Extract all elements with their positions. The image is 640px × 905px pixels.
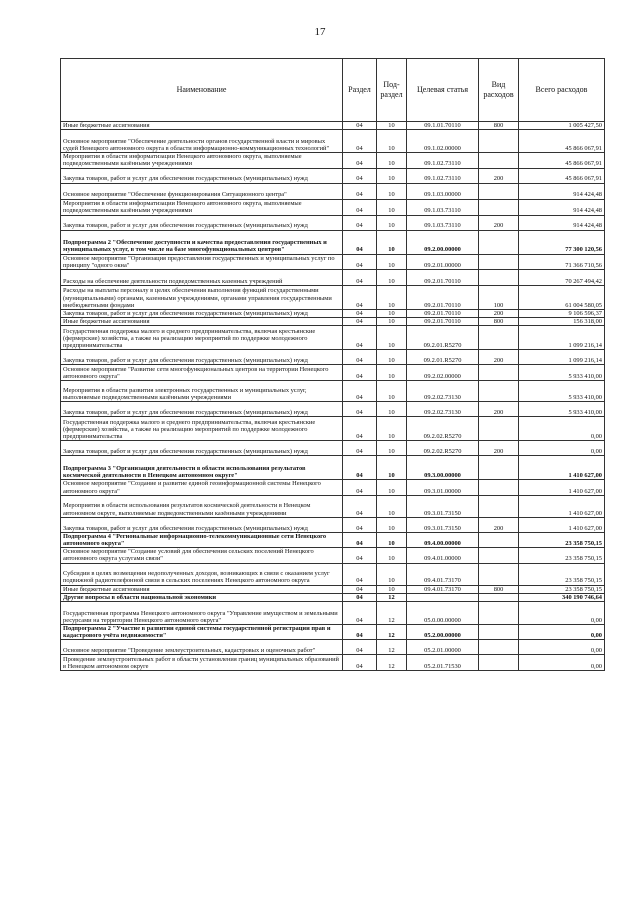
table-row (61, 480, 605, 495)
cell-amount: 1 410 627,00 (519, 517, 605, 532)
cell-target: 09.2.01.70110 (407, 318, 479, 326)
cell-section: 04 (343, 168, 377, 183)
cell-section: 04 (343, 441, 377, 456)
cell-name: Подпрограмма 3 "Организация деятельности в области использования результатов космической деятельности в Ненецком автономном округе" (61, 456, 343, 480)
cell-name: Государственная программа Ненецкого автономного округа "Управление имуществом и земельными ресурсами на территории Ненецкого автономного округа" (61, 602, 343, 625)
cell-amount: 1 099 216,14 (519, 326, 605, 350)
cell-expense-type: 200 (479, 215, 519, 230)
table-row (61, 199, 605, 215)
cell-target: 09.4.00.00000 (407, 532, 479, 547)
cell-subsection: 12 (377, 602, 407, 625)
cell-expense-type: 200 (479, 168, 519, 183)
cell-name: Мероприятия в области информатизации Ненецкого автономного округа, выполняемые подведомственными казёнными учреждениями (61, 199, 343, 215)
cell-expense-type (479, 230, 519, 254)
header-expense-type: Вид расходов (479, 59, 519, 122)
cell-target: 09.4.01.00000 (407, 548, 479, 563)
table-row (61, 310, 605, 318)
cell-subsection: 10 (377, 495, 407, 517)
cell-amount: 1 005 427,50 (519, 122, 605, 130)
cell-subsection: 10 (377, 286, 407, 310)
cell-section: 04 (343, 625, 377, 640)
page-number: 17 (314, 26, 326, 38)
cell-target: 09.3.00.00000 (407, 456, 479, 480)
cell-section: 04 (343, 254, 377, 269)
cell-name: Проведение землеустроительных работ в области установления границ муниципальных образований в Ненецком автономном округе (61, 655, 343, 671)
table-row (61, 270, 605, 286)
cell-expense-type (479, 326, 519, 350)
cell-name: Расходы на обеспечение деятельности подведомственных казенных учреждений (61, 270, 343, 286)
header-name: Наименование (61, 59, 343, 122)
cell-section: 04 (343, 417, 377, 441)
cell-name: Закупка товаров, работ и услуг для обеспечения государственных (муниципальных) нужд (61, 215, 343, 230)
cell-amount: 1 410 627,00 (519, 495, 605, 517)
cell-section: 04 (343, 153, 377, 168)
cell-expense-type (479, 602, 519, 625)
cell-subsection: 10 (377, 199, 407, 215)
cell-subsection: 10 (377, 532, 407, 547)
cell-name: Мероприятия в области информатизации Ненецкого автономного округа, выполняемые подведомственными казёнными учреждениями (61, 153, 343, 168)
table-row (61, 655, 605, 671)
cell-subsection: 10 (377, 183, 407, 199)
table-row (61, 130, 605, 153)
cell-expense-type (479, 270, 519, 286)
cell-amount: 61 004 580,05 (519, 286, 605, 310)
table-row (61, 326, 605, 350)
cell-target: 09.1.03.73110 (407, 215, 479, 230)
cell-section: 04 (343, 310, 377, 318)
table-row (61, 402, 605, 417)
cell-expense-type (479, 548, 519, 563)
cell-target: 09.2.02.73130 (407, 381, 479, 402)
cell-section: 04 (343, 456, 377, 480)
cell-expense-type (479, 593, 519, 601)
table-row (61, 365, 605, 381)
cell-section: 04 (343, 532, 377, 547)
cell-name: Основное мероприятие "Создание условий для обеспечения сельских поселений Ненецкого автономного округа услугами связи" (61, 548, 343, 563)
cell-amount: 5 933 410,00 (519, 365, 605, 381)
cell-amount: 45 866 067,91 (519, 168, 605, 183)
cell-section: 04 (343, 350, 377, 365)
cell-target: 09.1.01.70110 (407, 122, 479, 130)
table-row (61, 640, 605, 655)
cell-subsection: 10 (377, 254, 407, 269)
table-row (61, 456, 605, 480)
cell-name: Подпрограмма 2 "Обеспечение доступности и качества предоставления государственных и муниципальных услуг, в том числе на базе многофункциональных центров" (61, 230, 343, 254)
cell-target: 09.2.02.00000 (407, 365, 479, 381)
cell-amount: 71 366 710,56 (519, 254, 605, 269)
table-row (61, 517, 605, 532)
cell-section: 04 (343, 517, 377, 532)
cell-subsection: 10 (377, 548, 407, 563)
cell-expense-type: 100 (479, 286, 519, 310)
table-row (61, 168, 605, 183)
table-row (61, 548, 605, 563)
cell-expense-type (479, 130, 519, 153)
cell-target: 09.2.01.00000 (407, 254, 479, 269)
cell-target: 09.2.02.73130 (407, 402, 479, 417)
cell-section: 04 (343, 365, 377, 381)
cell-name: Другие вопросы в области национальной экономики (61, 593, 343, 601)
table-row (61, 153, 605, 168)
cell-expense-type (479, 480, 519, 495)
header-total: Всего расходов (519, 59, 605, 122)
cell-section: 04 (343, 585, 377, 593)
cell-name: Мероприятия в области развития электронных государственных и муниципальных услуг, выполняемые подведомственными казёнными учреждениями (61, 381, 343, 402)
cell-target: 09.2.02.R5270 (407, 417, 479, 441)
cell-subsection: 10 (377, 563, 407, 585)
cell-target: 09.1.02.73110 (407, 153, 479, 168)
cell-expense-type: 800 (479, 585, 519, 593)
cell-subsection: 12 (377, 640, 407, 655)
cell-expense-type (479, 199, 519, 215)
cell-subsection: 10 (377, 365, 407, 381)
table-row (61, 350, 605, 365)
cell-name: Закупка товаров, работ и услуг для обеспечения государственных (муниципальных) нужд (61, 402, 343, 417)
cell-expense-type (479, 254, 519, 269)
cell-subsection: 10 (377, 122, 407, 130)
cell-name: Основное мероприятие "Развитие сети многофункциональных центров на территории Ненецкого автономного округа" (61, 365, 343, 381)
cell-subsection: 10 (377, 230, 407, 254)
cell-subsection: 12 (377, 625, 407, 640)
cell-expense-type (479, 640, 519, 655)
cell-section: 04 (343, 199, 377, 215)
cell-subsection: 10 (377, 456, 407, 480)
table-row (61, 417, 605, 441)
cell-amount: 0,00 (519, 417, 605, 441)
cell-name: Иные бюджетные ассигнования (61, 122, 343, 130)
cell-name: Основное мероприятие "Организация предоставления государственных и муниципальных услуг по принципу "одного окна" (61, 254, 343, 269)
cell-name: Государственная поддержка малого и среднего предпринимательства, включая крестьянские (фермерские) хозяйства, а также на реализацию мероприятий по поддержке молодежного предпринимательства (61, 326, 343, 350)
cell-amount: 70 267 494,42 (519, 270, 605, 286)
cell-target: 09.4.01.73170 (407, 563, 479, 585)
cell-name: Основное мероприятие "Создание и развитие единой геоинформационной системы Ненецкого автономного округа" (61, 480, 343, 495)
table-row (61, 215, 605, 230)
cell-name: Закупка товаров, работ и услуг для обеспечения государственных (муниципальных) нужд (61, 441, 343, 456)
cell-subsection: 10 (377, 417, 407, 441)
cell-subsection: 10 (377, 402, 407, 417)
cell-target: 09.2.01.R5270 (407, 350, 479, 365)
cell-amount: 23 358 750,15 (519, 532, 605, 547)
cell-expense-type: 200 (479, 517, 519, 532)
cell-name: Подпрограмма 4 "Региональные информационно-телекоммуникационные сети Ненецкого автономного округа" (61, 532, 343, 547)
cell-name: Основное мероприятие "Проведение землеустроительных, кадастровых и оценочных работ" (61, 640, 343, 655)
cell-section: 04 (343, 286, 377, 310)
cell-subsection: 10 (377, 585, 407, 593)
cell-expense-type (479, 456, 519, 480)
cell-section: 04 (343, 130, 377, 153)
table-row (61, 495, 605, 517)
cell-subsection: 10 (377, 168, 407, 183)
cell-subsection: 10 (377, 318, 407, 326)
cell-amount: 914 424,48 (519, 183, 605, 199)
cell-section: 04 (343, 318, 377, 326)
cell-expense-type: 200 (479, 310, 519, 318)
cell-name: Подпрограмма 2 "Участие в развитии единой системы государственной регистрации прав и кадастрового учёта недвижимости" (61, 625, 343, 640)
cell-target: 05.2.00.00000 (407, 625, 479, 640)
cell-amount: 0,00 (519, 602, 605, 625)
cell-name: Государственная поддержка малого и среднего предпринимательства, включая крестьянские (фермерские) хозяйства, а также на реализацию мероприятий по поддержке молодежного предпринимательства (61, 417, 343, 441)
table-row (61, 593, 605, 601)
cell-subsection: 10 (377, 215, 407, 230)
cell-section: 04 (343, 183, 377, 199)
cell-section: 04 (343, 326, 377, 350)
cell-section: 04 (343, 215, 377, 230)
cell-name: Иные бюджетные ассигнования (61, 585, 343, 593)
cell-section: 04 (343, 230, 377, 254)
cell-section: 04 (343, 593, 377, 601)
cell-amount: 0,00 (519, 625, 605, 640)
cell-expense-type (479, 365, 519, 381)
cell-target (407, 593, 479, 601)
table-row (61, 183, 605, 199)
table-header-row (61, 59, 605, 122)
header-target: Целевая статья (407, 59, 479, 122)
cell-target: 09.3.01.73150 (407, 517, 479, 532)
cell-amount: 5 933 410,00 (519, 402, 605, 417)
cell-section: 04 (343, 402, 377, 417)
cell-expense-type (479, 625, 519, 640)
cell-name: Субсидии в целях возмещения недополученных доходов, возникающих в связи с оказанием услуг подвижной радиотелефонной связи в сельских поселениях Ненецкого автономного округа (61, 563, 343, 585)
cell-amount: 0,00 (519, 441, 605, 456)
budget-table (60, 58, 605, 671)
cell-expense-type (479, 655, 519, 671)
cell-subsection: 10 (377, 310, 407, 318)
cell-section: 04 (343, 563, 377, 585)
cell-section: 04 (343, 122, 377, 130)
cell-expense-type: 800 (479, 318, 519, 326)
cell-section: 04 (343, 270, 377, 286)
cell-subsection: 12 (377, 593, 407, 601)
cell-section: 04 (343, 640, 377, 655)
cell-section: 04 (343, 480, 377, 495)
cell-expense-type (479, 417, 519, 441)
cell-target: 09.4.01.73170 (407, 585, 479, 593)
header-section: Раздел (343, 59, 377, 122)
cell-name: Основное мероприятие "Обеспечение деятельности органов государственной власти и мировых судей Ненецкого автономного округа в области информационно-коммуникационных технологий" (61, 130, 343, 153)
table-row (61, 602, 605, 625)
cell-name: Расходы на выплаты персоналу в целях обеспечения выполнения функций государственными (муниципальными) органами, казенными учреждениями, органами управления государственными внебюджетными фондами (61, 286, 343, 310)
table-row (61, 585, 605, 593)
cell-subsection: 10 (377, 326, 407, 350)
cell-section: 04 (343, 381, 377, 402)
cell-section: 04 (343, 655, 377, 671)
cell-subsection: 10 (377, 153, 407, 168)
cell-expense-type (479, 183, 519, 199)
cell-subsection: 10 (377, 381, 407, 402)
cell-target: 09.2.02.R5270 (407, 441, 479, 456)
cell-target: 05.2.01.00000 (407, 640, 479, 655)
cell-name: Закупка товаров, работ и услуг для обеспечения государственных (муниципальных) нужд (61, 310, 343, 318)
cell-amount: 45 866 067,91 (519, 153, 605, 168)
cell-subsection: 10 (377, 130, 407, 153)
cell-expense-type (479, 495, 519, 517)
cell-expense-type: 800 (479, 122, 519, 130)
cell-name: Закупка товаров, работ и услуг для обеспечения государственных (муниципальных) нужд (61, 350, 343, 365)
cell-target: 09.2.01.70110 (407, 286, 479, 310)
header-subsection: Под- раздел (377, 59, 407, 122)
table-row (61, 254, 605, 269)
cell-name: Закупка товаров, работ и услуг для обеспечения государственных (муниципальных) нужд (61, 517, 343, 532)
cell-expense-type (479, 381, 519, 402)
cell-target: 05.0.00.00000 (407, 602, 479, 625)
cell-amount: 5 933 410,00 (519, 381, 605, 402)
table-body (61, 122, 605, 671)
cell-target: 09.1.02.00000 (407, 130, 479, 153)
cell-target: 09.2.01.R5270 (407, 326, 479, 350)
table-row (61, 230, 605, 254)
cell-target: 09.1.03.73110 (407, 199, 479, 215)
cell-subsection: 12 (377, 655, 407, 671)
cell-target: 05.2.01.71530 (407, 655, 479, 671)
cell-subsection: 10 (377, 480, 407, 495)
table-row (61, 122, 605, 130)
cell-amount: 156 318,00 (519, 318, 605, 326)
table-row (61, 286, 605, 310)
cell-amount: 23 358 750,15 (519, 548, 605, 563)
cell-amount: 914 424,48 (519, 199, 605, 215)
cell-section: 04 (343, 602, 377, 625)
table-row (61, 563, 605, 585)
cell-amount: 9 106 596,37 (519, 310, 605, 318)
cell-subsection: 10 (377, 517, 407, 532)
cell-name: Основное мероприятие "Обеспечение функционирования Ситуационного центра" (61, 183, 343, 199)
cell-amount: 23 358 750,15 (519, 585, 605, 593)
cell-section: 04 (343, 548, 377, 563)
cell-target: 09.3.01.73150 (407, 495, 479, 517)
cell-amount: 77 300 120,56 (519, 230, 605, 254)
cell-amount: 0,00 (519, 655, 605, 671)
cell-amount: 1 410 627,00 (519, 480, 605, 495)
cell-target: 09.1.03.00000 (407, 183, 479, 199)
table-row (61, 318, 605, 326)
cell-amount: 1 410 627,00 (519, 456, 605, 480)
cell-target: 09.2.01.70110 (407, 270, 479, 286)
cell-amount: 45 866 067,91 (519, 130, 605, 153)
cell-subsection: 10 (377, 441, 407, 456)
cell-expense-type (479, 563, 519, 585)
cell-amount: 914 424,48 (519, 215, 605, 230)
cell-name: Закупка товаров, работ и услуг для обеспечения государственных (муниципальных) нужд (61, 168, 343, 183)
cell-target: 09.3.01.00000 (407, 480, 479, 495)
cell-amount: 340 190 746,64 (519, 593, 605, 601)
cell-expense-type: 200 (479, 350, 519, 365)
cell-amount: 23 358 750,15 (519, 563, 605, 585)
cell-section: 04 (343, 495, 377, 517)
table-row (61, 381, 605, 402)
cell-target: 09.2.01.70110 (407, 310, 479, 318)
cell-expense-type: 200 (479, 402, 519, 417)
cell-target: 09.1.02.73110 (407, 168, 479, 183)
table-row (61, 441, 605, 456)
cell-amount: 0,00 (519, 640, 605, 655)
cell-subsection: 10 (377, 270, 407, 286)
cell-target: 09.2.00.00000 (407, 230, 479, 254)
cell-amount: 1 099 216,14 (519, 350, 605, 365)
cell-subsection: 10 (377, 350, 407, 365)
cell-expense-type: 200 (479, 441, 519, 456)
table-row (61, 625, 605, 640)
cell-expense-type (479, 532, 519, 547)
table-row (61, 532, 605, 547)
cell-expense-type (479, 153, 519, 168)
cell-name: Иные бюджетные ассигнования (61, 318, 343, 326)
cell-name: Мероприятия в области использования результатов космической деятельности в Ненецком автономном округе, выполняемые подведомственными казёнными учреждениями (61, 495, 343, 517)
